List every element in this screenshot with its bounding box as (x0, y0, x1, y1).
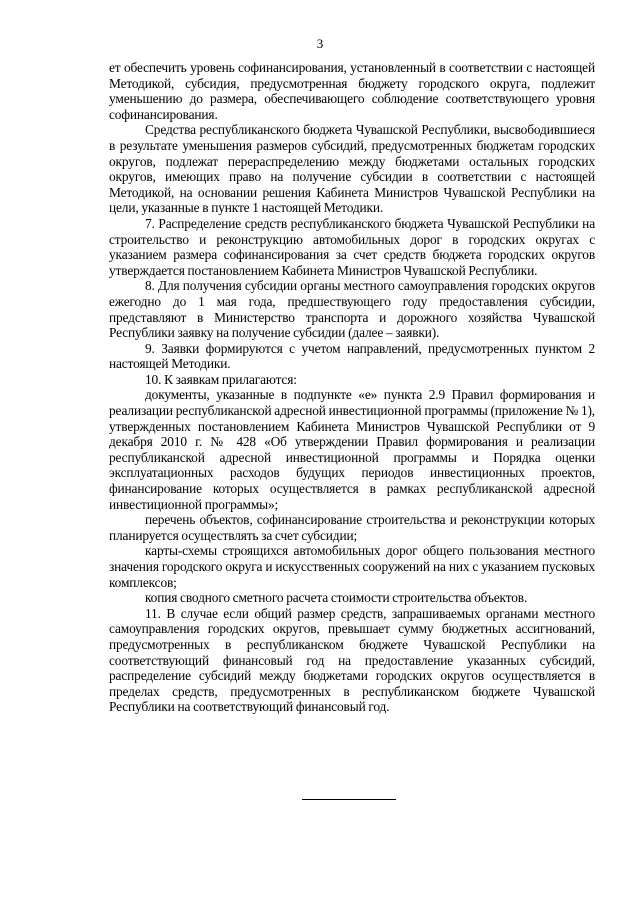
paragraph-item-10-estimate: копия сводного сметного расчета стоимости строительства объектов. (145, 590, 528, 606)
paragraph-item-8: 8. Для получения субсидии органы местного самоуправления городских округов ежегодно до 1 мая года, предшествующего году предоставления субсидии, представляют в Министерство транспорта и дорожного хозяйства Чувашской Республики заявку на получение субсидии (далее – заявки). (109, 278, 595, 341)
paragraph-item-10-maps: карты-схемы строящихся автомобильных дорог общего пользования местного значения городского округа и искусственных сооружений на них с указанием пусковых комплексов; (109, 543, 595, 590)
paragraph-item-11: 11. В случае если общий размер средств, запрашиваемых органами местного самоуправления городских округов, превышает сумму бюджетных ассигнований, предусмотренных в республиканском бюджете Чувашской Республики на соответствующий финансовый год на предоставление указанных субсидий, распределение субсидий между бюджетами городских округов осуществляется в пределах средств, предусмотренных в республиканском бюджете Чувашской Республики на соответствующий финансовый год. (109, 605, 595, 715)
body-text (109, 60, 595, 715)
paragraph-item-7: 7. Распределение средств республиканского бюджета Чувашской Республики на строительство и реконструкцию автомобильных дорог в городских округах с указанием размера софинансирования за счет средств бюджета городских округов утверждается постановлением Кабинета Министров Чувашской Республики. (109, 215, 595, 278)
paragraph-continuation: ет обеспечить уровень софинансирования, установленный в соответствии с настоящей Методикой, субсидия, предусмотренная бюджету городского округа, подлежит уменьшению до размера, обеспечивающего соблюдение соответствующего уровня софинансирования. (109, 60, 595, 122)
paragraph-item-9: 9. Заявки формируются с учетом направлений, предусмотренных пунктом 2 настоящей Методики. (109, 340, 595, 372)
paragraph-item-10-list: перечень объектов, софинансирование строительства и реконструкции которых планируется осуществлять за счет субсидии; (109, 512, 595, 543)
paragraph-redistribution: Средства республиканского бюджета Чувашской Республики, высвободившиеся в результате уменьшения размеров субсидий, предусмотренных бюджетам городских округов, подлежат перераспределению между бюджетами остальных городских округов, имеющих право на получение субсидии в соответствии с настоящей Методикой, на основании решения Кабинета Министров Чувашской Республики на цели, указанные в пункте 1 настоящей Методики. (109, 122, 595, 216)
paragraph-item-10: 10. К заявкам прилагаются: (145, 371, 297, 387)
footer-divider (302, 799, 396, 800)
paragraph-item-10-docs: документы, указанные в подпункте «е» пункта 2.9 Правил формирования и реализации республиканской адресной инвестиционной программы (приложение № 1), утвержденных постановлением Кабинета Министров Чувашской Республики от 9 декабря 2010 г. № 428 «Об утверждении Правил формирования и реализации республиканской адресной инвестиционной программы и Порядка оценки эксплуатационных расходов будущих периодов инвестиционных проектов, финансирование которых осуществляется в рамках республиканской адресной инвестиционной программы»; (109, 387, 595, 512)
page-number: 3 (316, 36, 324, 51)
